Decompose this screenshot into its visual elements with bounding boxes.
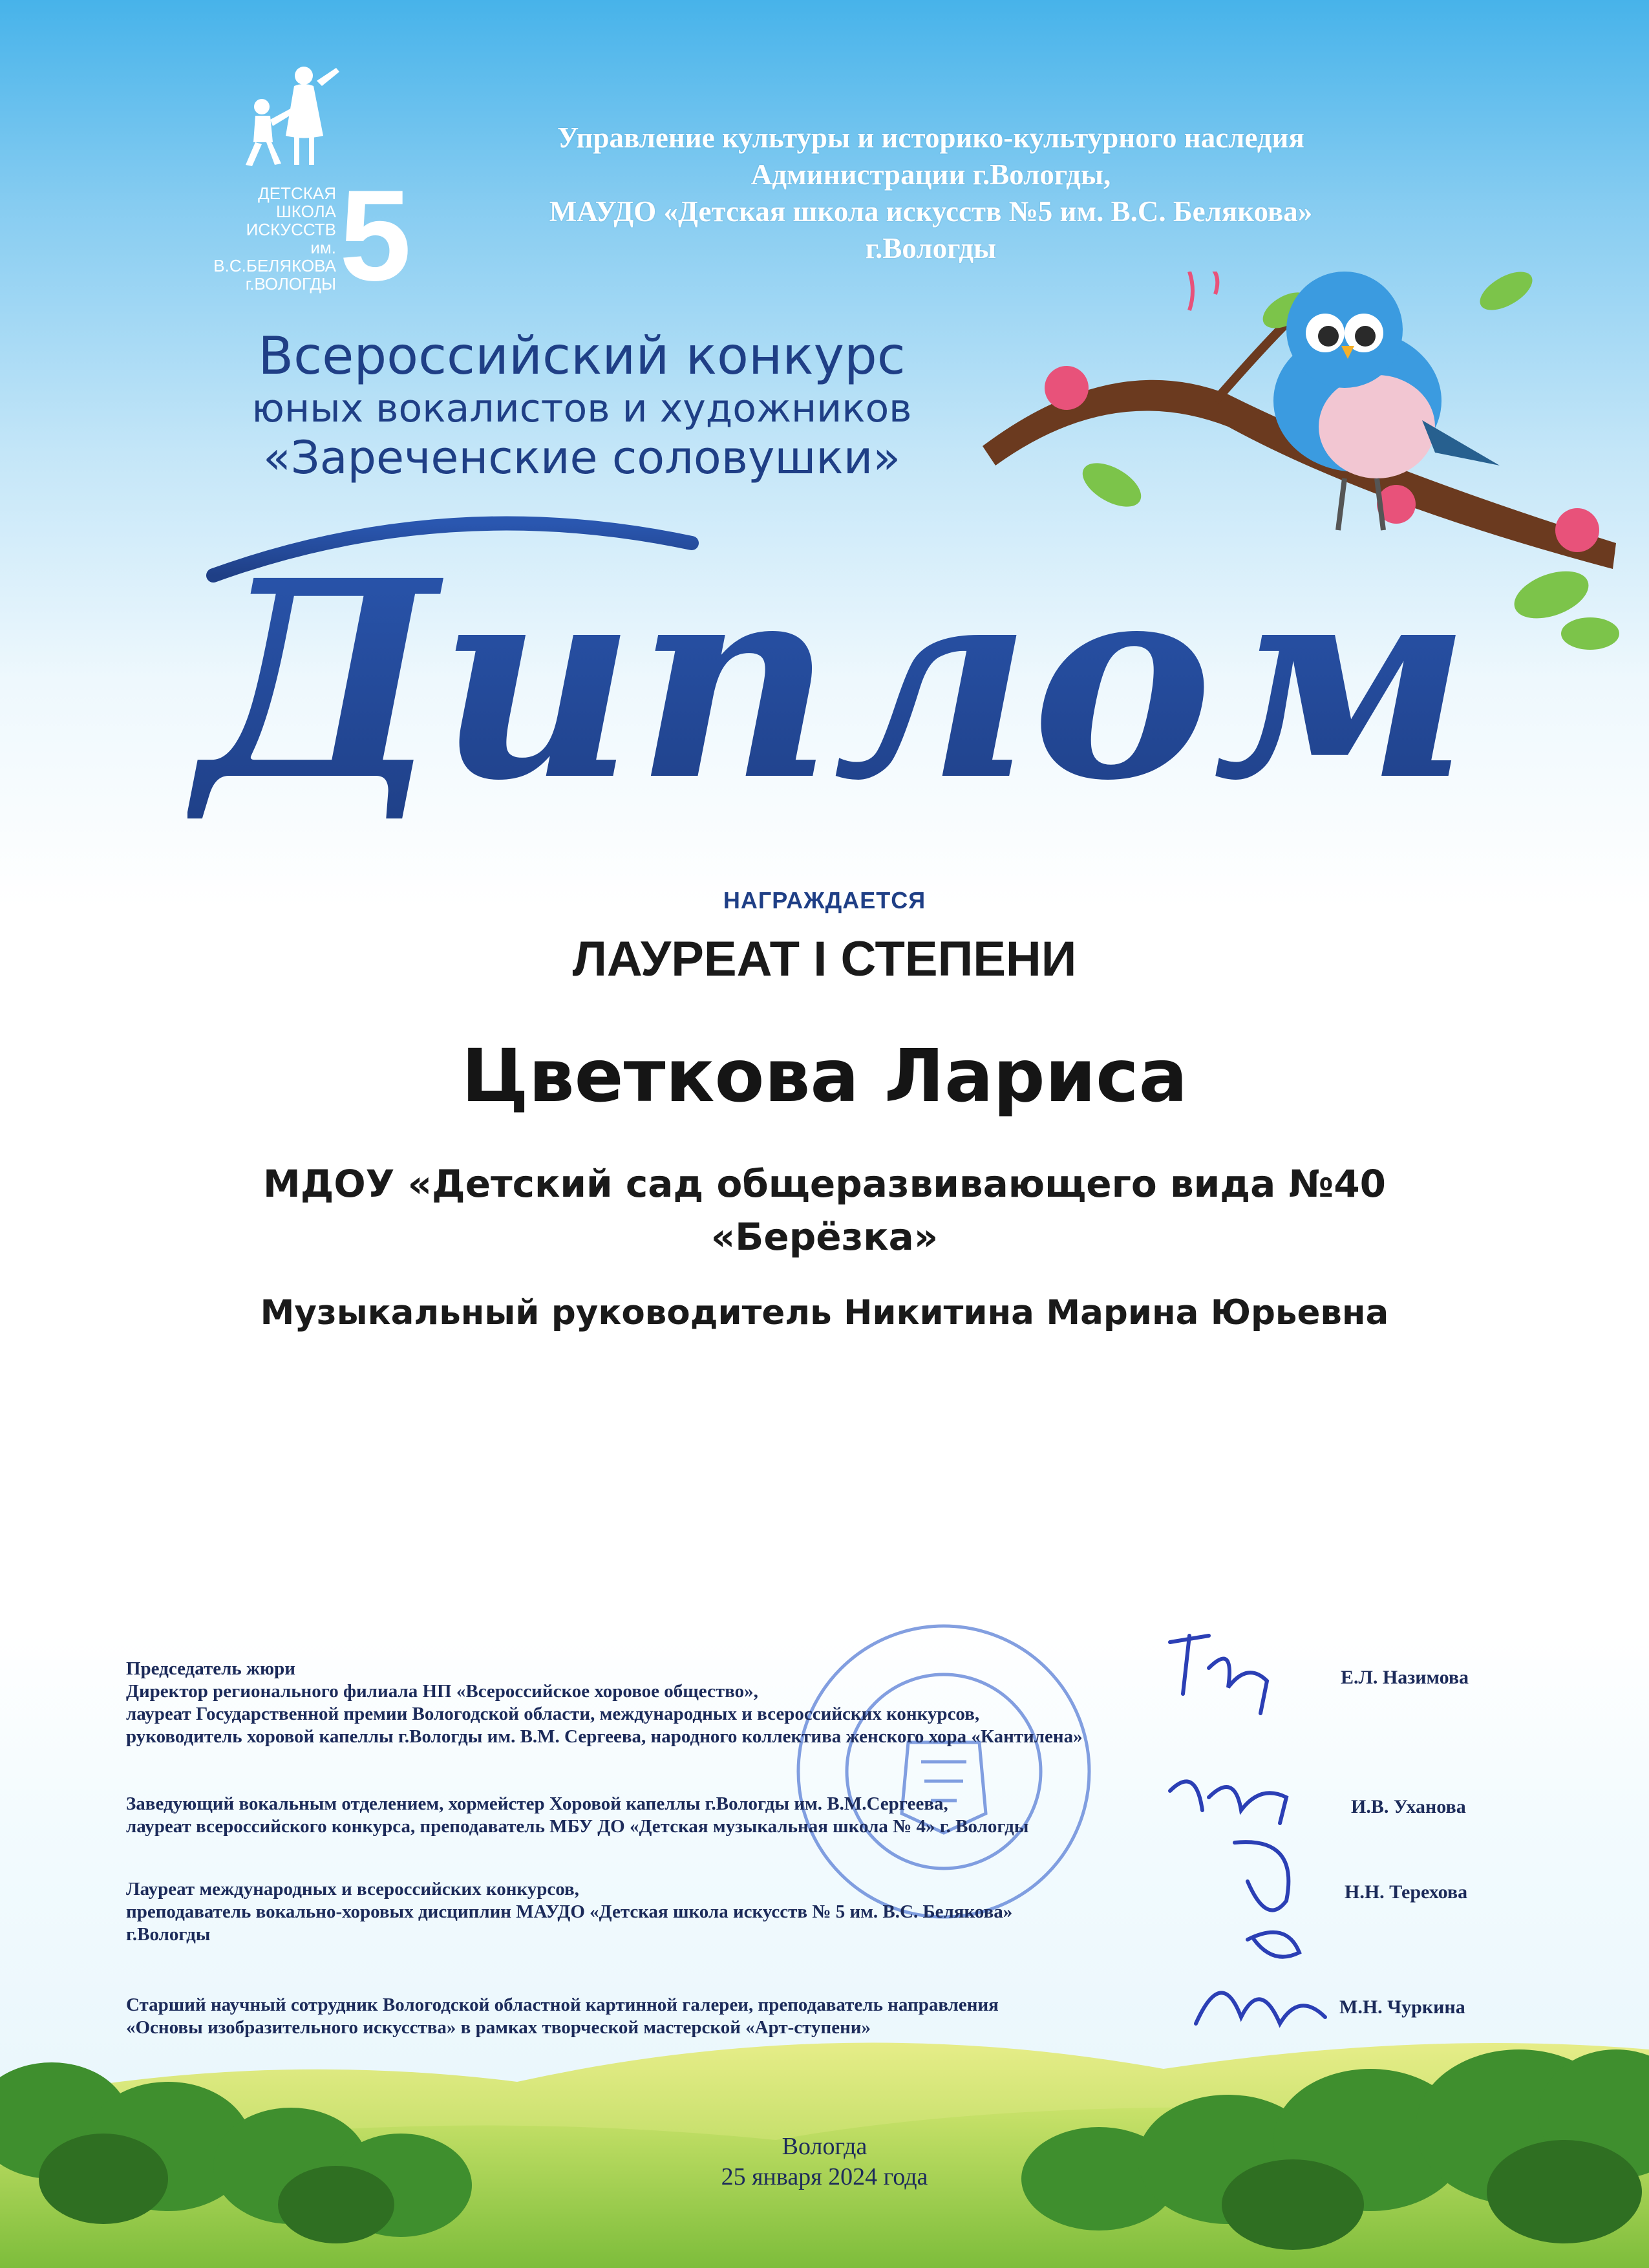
jury-line: Председатель жюри [126, 1658, 295, 1679]
jury-name-3: Н.Н. Терехова [1345, 1881, 1468, 1903]
jury-line: Старший научный сотрудник Вологодской областной картинной галереи, преподаватель направления [126, 1995, 999, 2015]
logo-caption [213, 184, 336, 293]
logo-caption-line: им. В.С.БЕЛЯКОВА [213, 238, 336, 275]
jury-line: Лауреат международных и всероссийских конкурсов, [126, 1879, 579, 1899]
logo-caption-line: г.ВОЛОГДЫ [245, 274, 336, 294]
jury-line: лауреат Государственной премии Вологодской области, международных и всероссийских конкурсов, [126, 1704, 980, 1724]
jury-signatures [1157, 1603, 1351, 2069]
school-logo [213, 61, 412, 308]
jury-member-2 [126, 1793, 1028, 1838]
recipient-institution [0, 1157, 1649, 1263]
award-title: ЛАУРЕАТ I СТЕПЕНИ [572, 932, 1077, 987]
children-silhouette-icon [226, 61, 349, 171]
recipient-name: Цветкова Лариса [461, 1034, 1188, 1118]
organization-header [427, 120, 1435, 267]
jury-line: Заведующий вокальным отделением, хормейстер Хоровой капеллы г.Вологды им. В.М.Сергеева, [126, 1793, 948, 1814]
org-line: МАУДО «Детская школа искусств №5 им. В.С. Белякова» [549, 195, 1313, 228]
jury-name-1: Е.Л. Назимова [1341, 1667, 1469, 1688]
jury-line: руководитель хоровой капеллы г.Вологды им. В.М. Сергеева, народного коллектива женского хора «Кантилена» [126, 1726, 1083, 1747]
org-line: Администрации г.Вологды, [750, 158, 1111, 191]
org-line: Управление культуры и историко-культурного наследия [557, 122, 1304, 154]
jury-name-4: М.Н. Чуркина [1339, 1996, 1465, 2018]
jury-line: г.Вологды [126, 1924, 211, 1945]
diploma-title-text: Диплом [197, 522, 1471, 840]
jury-line: «Основы изобразительного искусства» в рамках творческой мастерской «Арт-ступени» [126, 2017, 871, 2038]
logo-caption-line: ШКОЛА ИСКУССТВ [246, 202, 336, 239]
jury-line: лауреат всероссийского конкурса, преподаватель МБУ ДО «Детская музыкальная школа № 4» г. Вологды [126, 1816, 1029, 1837]
supervisor: Музыкальный руководитель Никитина Марина Юрьевна [260, 1293, 1389, 1332]
jury-name-2: И.В. Уханова [1351, 1796, 1466, 1817]
institution-line: «Берёзка» [710, 1215, 939, 1259]
logo-number: 5 [339, 164, 412, 308]
issue-date: 25 января 2024 года [721, 2163, 928, 2190]
jury-line: Директор регионального филиала НП «Всероссийское хоровое общество», [126, 1681, 758, 1702]
logo-caption-line: ДЕТСКАЯ [258, 184, 336, 203]
contest-name [194, 326, 970, 484]
city: Вологда [782, 2133, 867, 2160]
contest-line: юных вокалистов и художников [251, 386, 912, 431]
jury-member-4 [126, 1994, 999, 2039]
jury-line: преподаватель вокально-хоровых дисциплин МАУДО «Детская школа искусств № 5 им. В.С. Белякова» [126, 1901, 1013, 1922]
org-line: г.Вологды [865, 232, 997, 264]
contest-line: Всероссийский конкурс [258, 326, 906, 386]
jury-member-1 [126, 1658, 1083, 1748]
diploma-title [187, 504, 1480, 866]
contest-line: «Зареченские соловушки» [262, 431, 901, 484]
award-verb: НАГРАЖДАЕТСЯ [723, 887, 926, 914]
jury-member-3 [126, 1878, 1012, 1946]
institution-line: МДОУ «Детский сад общеразвивающего вида №40 [263, 1162, 1386, 1206]
